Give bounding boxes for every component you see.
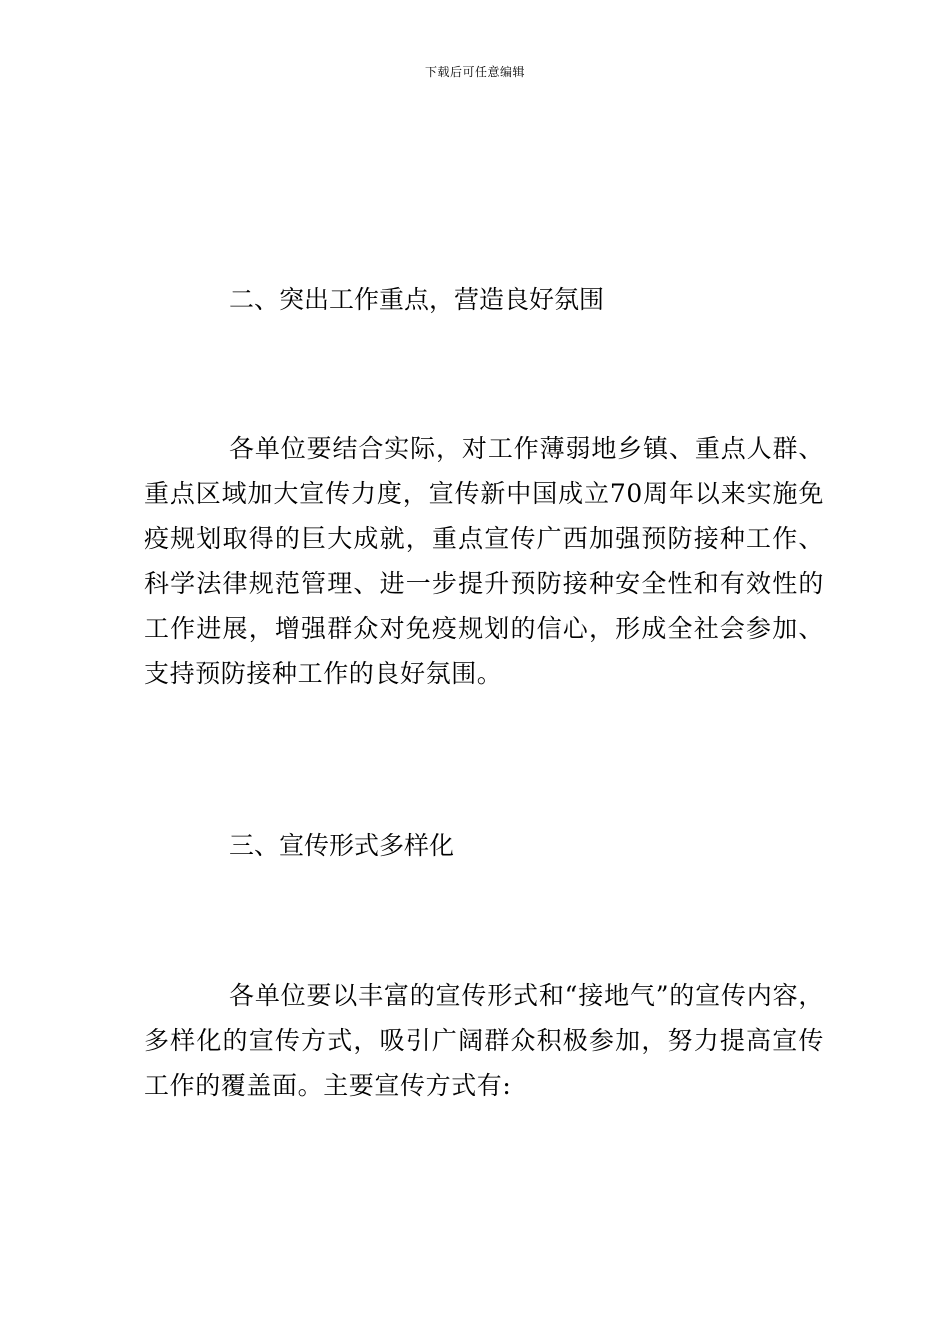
page-header: 下载后可任意编辑 <box>424 65 525 79</box>
section-paragraph-2: 各单位要结合实际，对工作薄弱地乡镇、重点人群、重点区域加大宣传力度，宣传新中国成立70周年以来实施免疫规划取得的巨大成就，重点宣传广西加强预防接种工作、科学法律规范管理、进一步提升预防接种安全性和有效性的工作进展，增强群众对免疫规划的信心，形成全社会参加、支持预防接种工作的良好氛围。 <box>144 434 824 688</box>
section-heading-2: 二、突出工作重点，营造良好氛围 <box>229 285 605 314</box>
section-heading-3: 三、宣传形式多样化 <box>229 831 455 860</box>
section-paragraph-3: 各单位要以丰富的宣传形式和“接地气”的宣传内容，多样化的宣传方式，吸引广阔群众积极参加，努力提高宣传工作的覆盖面。主要宣传方式有: <box>144 981 824 1100</box>
